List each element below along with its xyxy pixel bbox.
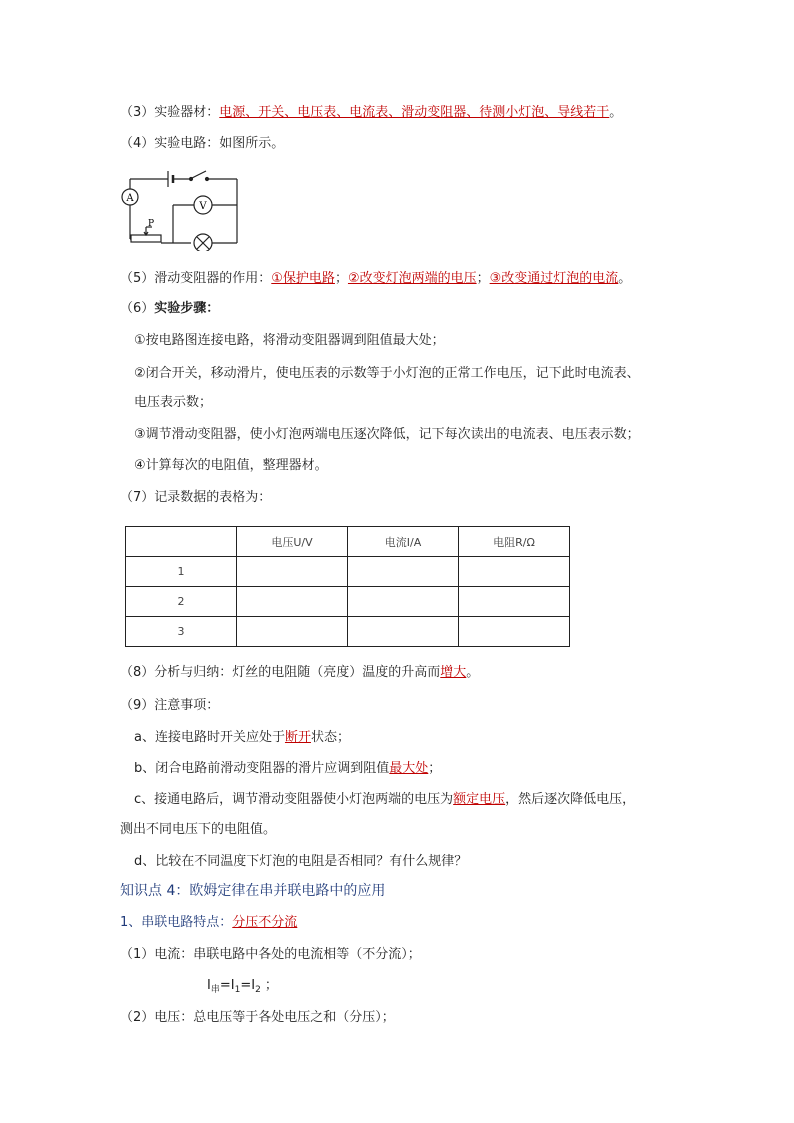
step-4: ④计算每次的电阻值，整理器材。 — [134, 458, 328, 473]
table-cell — [459, 557, 570, 587]
equipment-line: （3）实验器材：电源、开关、电压表、电流表、滑动变阻器、待测小灯泡、导线若干。 — [120, 105, 623, 120]
voltage-line: （2）电压：总电压等于各处电压之和（分压）； — [120, 1010, 395, 1025]
row-number: 2 — [126, 587, 237, 617]
equipment-list: 电源、开关、电压表、电流表、滑动变阻器、待测小灯泡、导线若干 — [219, 105, 610, 120]
table-cell — [237, 557, 348, 587]
notes-title: （9）注意事项： — [120, 698, 220, 713]
table-cell — [237, 617, 348, 647]
table-row — [126, 557, 570, 587]
table-header-cell: 电压U/V — [237, 527, 348, 557]
note-a: a、连接电路时开关应处于断开状态； — [134, 730, 350, 745]
table-cell — [348, 587, 459, 617]
row-number: 3 — [126, 617, 237, 647]
rheostat-line: （5）滑动变阻器的作用：①保护电路；②改变灯泡两端的电压；③改变通过灯泡的电流。 — [120, 271, 632, 286]
table-header-cell: 电阻R/Ω — [459, 527, 570, 557]
table-cell — [459, 587, 570, 617]
step-1: ①按电路图连接电路，将滑动变阻器调到阻值最大处； — [134, 333, 445, 348]
note-b: b、闭合电路前滑动变阻器的滑片应调到阻值最大处； — [134, 761, 442, 776]
table-header-cell — [126, 527, 237, 557]
row-number: 1 — [126, 557, 237, 587]
table-row — [126, 617, 570, 647]
table-cell — [459, 617, 570, 647]
analysis-line: （8）分析与归纳：灯丝的电阻随（亮度）温度的升高而增大。 — [120, 665, 480, 680]
circuit-line: （4）实验电路：如图所示。 — [120, 136, 285, 151]
table-header-row — [126, 527, 570, 557]
circuit-diagram — [118, 163, 248, 251]
knowledge-point-4: 知识点 4：欧姆定律在串并联电路中的应用 — [120, 883, 386, 899]
slider-label: P — [148, 219, 155, 229]
series-line: 1、串联电路特点：分压不分流 — [120, 915, 298, 930]
table-row — [126, 587, 570, 617]
table-cell — [348, 557, 459, 587]
ammeter-label: A — [126, 193, 134, 204]
table-header-cell: 电流I/A — [348, 527, 459, 557]
steps-title: （6）实验步骤： — [120, 301, 220, 316]
voltmeter-label: V — [199, 201, 207, 212]
step-2-cont: 电压表示数； — [134, 395, 213, 410]
table-cell — [237, 587, 348, 617]
table-cell — [348, 617, 459, 647]
record-line: （7）记录数据的表格为： — [120, 490, 272, 505]
note-c: c、接通电路后，调节滑动变阻器使小灯泡两端的电压为额定电压，然后逐次降低电压， — [134, 792, 636, 807]
formula-line: $I_串=I_1=I_2$ ； — [207, 978, 278, 995]
note-c-cont: 测出不同电压下的电阻值。 — [120, 822, 277, 837]
note-d: d、比较在不同温度下灯泡的电阻是否相同？有什么规律？ — [134, 854, 468, 869]
step-2: ②闭合开关，移动滑片，使电压表的示数等于小灯泡的正常工作电压，记下此时电流表、 — [134, 366, 640, 381]
current-line: （1）电流：串联电路中各处的电流相等（不分流）； — [120, 947, 421, 962]
data-table — [125, 526, 570, 647]
step-3: ③调节滑动变阻器，使小灯泡两端电压逐次降低，记下每次读出的电流表、电压表示数； — [134, 427, 640, 442]
